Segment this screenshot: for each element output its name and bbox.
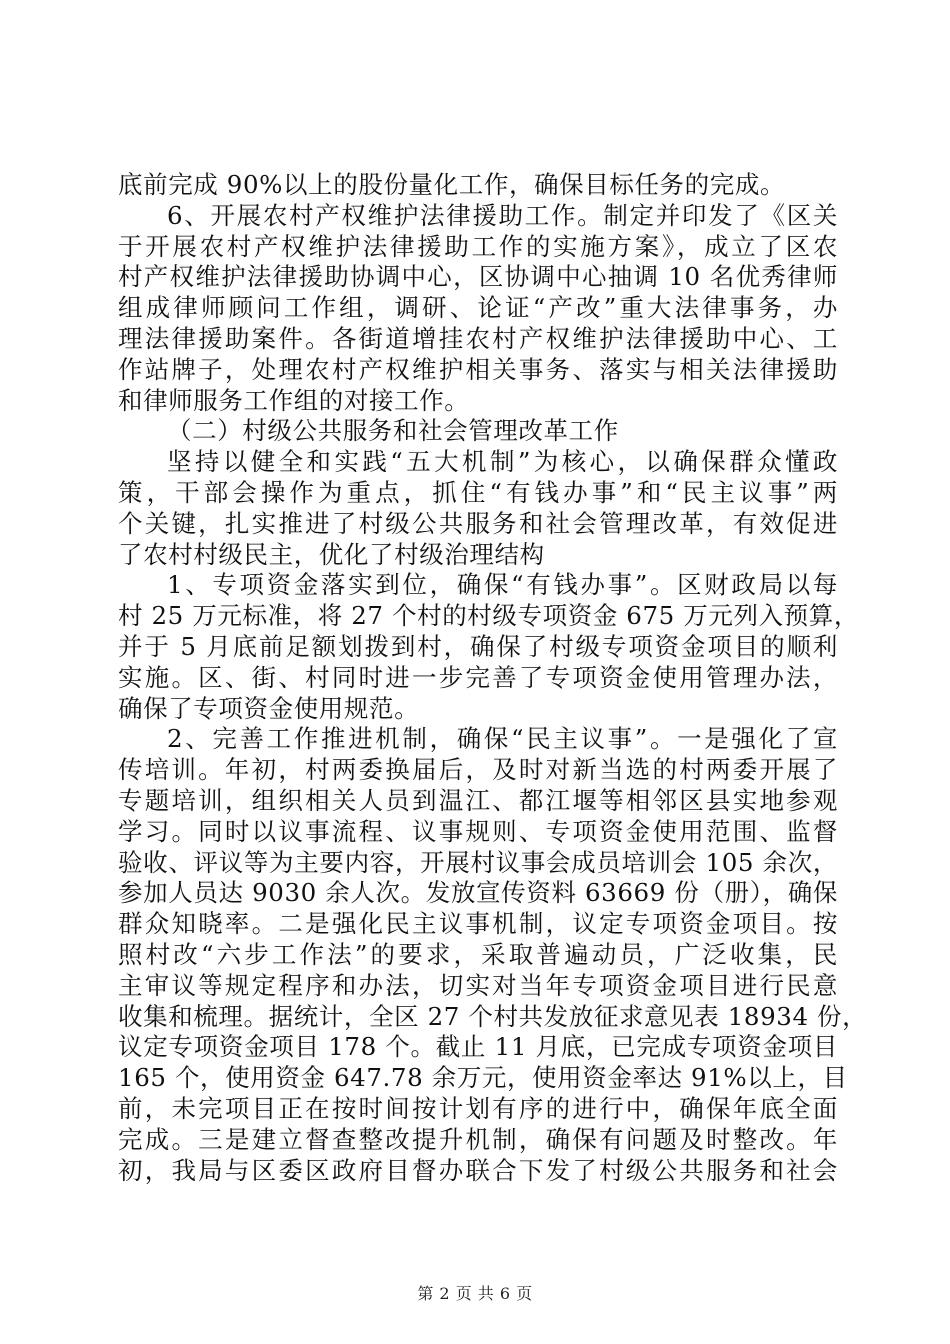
text-line: 初，我局与区委区政府目督办联合下发了村级公共服务和社会 <box>118 1155 838 1185</box>
text-line: 1、专项资金落实到位，确保“有钱办事”。区财政局以每 <box>167 570 838 600</box>
text-line: 2、完善工作推进机制，确保“民主议事”。一是强化了宣 <box>167 724 838 754</box>
text-line: 和律师服务工作组的对接工作。 <box>118 385 470 415</box>
text-line: 验收、评议等为主要内容，开展村议事会成员培训会 105 余次， <box>118 847 838 877</box>
text-line: 组成律师顾问工作组，调研、论证“产改”重大法律事务，办 <box>118 293 838 323</box>
text-line: 前，未完项目正在按时间按计划有序的进行中，确保年底全面 <box>118 1093 838 1123</box>
text-line: 个关键，扎实推进了村级公共服务和社会管理改革，有效促进 <box>118 508 838 538</box>
text-line: 照村改“六步工作法”的要求，采取普遍动员，广泛收集，民 <box>118 939 838 969</box>
text-line: 坚持以健全和实践“五大机制”为核心，以确保群众懂政 <box>167 447 838 477</box>
text-line: 作站牌子，处理农村产权维护相关事务、落实与相关法律援助 <box>118 354 838 384</box>
text-line: 议定专项资金项目 178 个。截止 11 月底，已完成专项资金项目 <box>118 1032 838 1062</box>
text-line: 理法律援助案件。各街道增挂农村产权维护法律援助中心、工 <box>118 323 838 353</box>
text-line: 完成。三是建立督查整改提升机制，确保有问题及时整改。年 <box>118 1124 838 1154</box>
text-line: 传培训。年初，村两委换届后，及时对新当选的村两委开展了 <box>118 755 838 785</box>
text-line: 专题培训，组织相关人员到温江、都江堰等相邻区县实地参观 <box>118 785 838 815</box>
text-line: 6、开展农村产权维护法律援助工作。制定并印发了《区关 <box>167 200 838 230</box>
text-line: 策，干部会操作为重点，抓住“有钱办事”和“民主议事”两 <box>118 477 838 507</box>
text-line: 村产权维护法律援助协调中心，区协调中心抽调 10 名优秀律师 <box>118 262 838 292</box>
text-line: 群众知晓率。二是强化民主议事机制，议定专项资金项目。按 <box>118 909 838 939</box>
text-line: 学习。同时以议事流程、议事规则、专项资金使用范围、监督 <box>118 816 838 846</box>
text-line: 了农村村级民主，优化了村级治理结构 <box>118 539 545 569</box>
text-line: （二）村级公共服务和社会管理改革工作 <box>167 416 619 446</box>
text-line: 确保了专项资金使用规范。 <box>118 693 420 723</box>
page-number-footer: 第 2 页 共 6 页 <box>417 1284 533 1303</box>
text-line: 收集和梳理。据统计，全区 27 个村共发放征求意见表 18934 份， <box>118 1001 868 1031</box>
text-line: 主审议等规定程序和办法，切实对当年专项资金项目进行民意 <box>118 970 838 1000</box>
text-line: 于开展农村产权维护法律援助工作的实施方案》，成立了区农 <box>118 231 838 261</box>
text-line: 并于 5 月底前足额划拨到村，确保了村级专项资金项目的顺利 <box>118 631 838 661</box>
text-line: 村 25 万元标准，将 27 个村的村级专项资金 675 万元列入预算， <box>118 601 859 631</box>
text-line: 参加人员达 9030 余人次。发放宣传资料 63669 份（册），确保 <box>118 878 838 908</box>
text-line: 165 个，使用资金 647.78 余万元，使用资金率达 91%以上，目 <box>118 1063 848 1093</box>
text-line: 实施。区、街、村同时进一步完善了专项资金使用管理办法， <box>118 662 838 692</box>
document-body <box>118 170 868 1186</box>
text-line: 底前完成 90%以上的股份量化工作，确保目标任务的完成。 <box>118 170 786 199</box>
